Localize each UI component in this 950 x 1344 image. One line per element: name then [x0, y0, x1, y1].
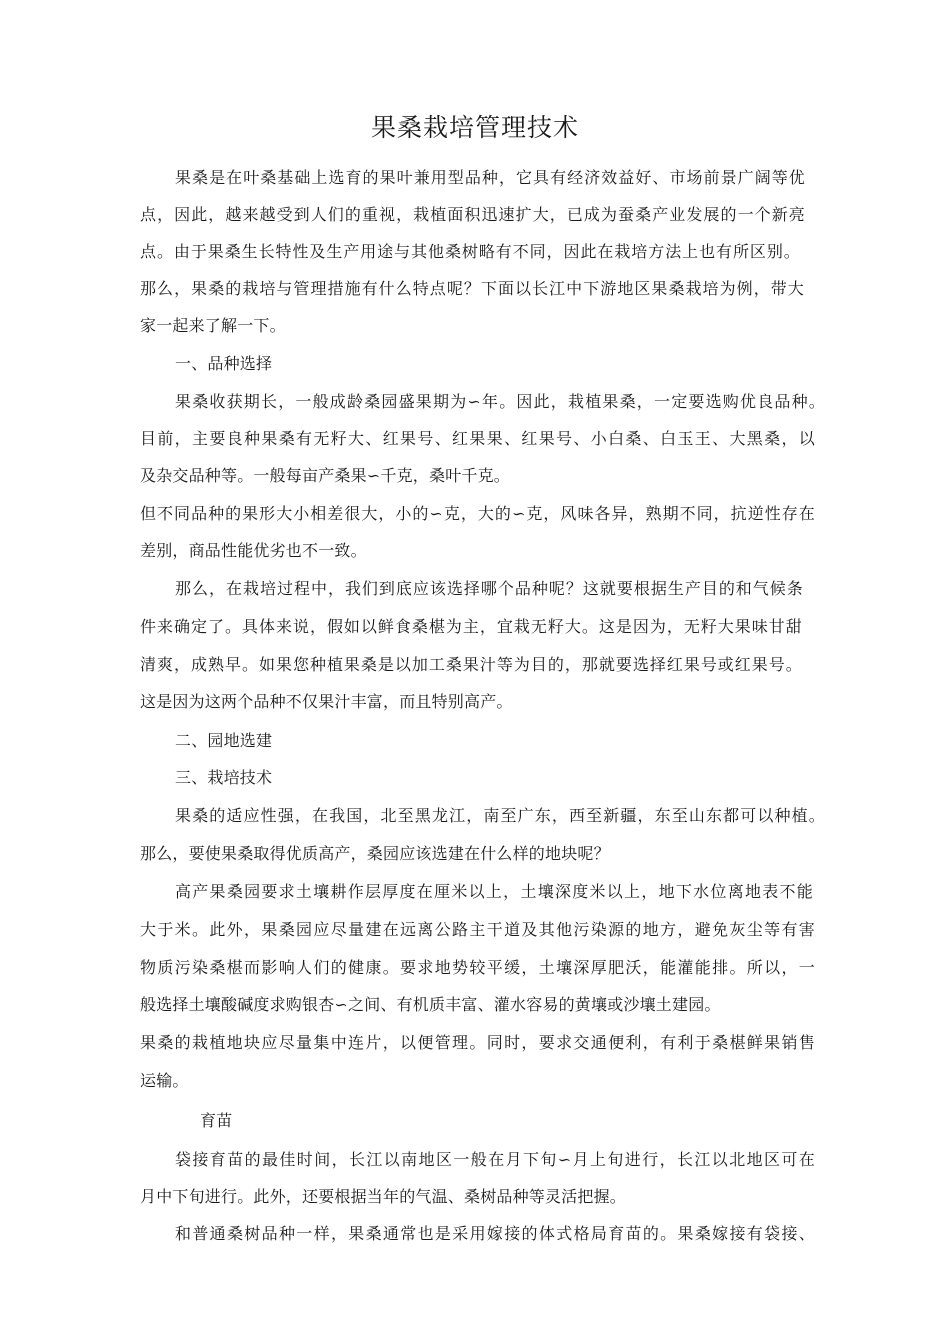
paragraph-line: 袋接育苗的最佳时间，长江以南地区一般在月下旬∽月上旬进行，长江以北地区可在: [175, 1150, 815, 1169]
paragraph-line: 那么，果桑的栽培与管理措施有什么特点呢？下面以长江中下游地区果桑栽培为例，带大: [140, 279, 804, 298]
paragraph-line: 果桑是在叶桑基础上选育的果叶兼用型品种，它具有经济效益好、市场前景广阔等优: [175, 168, 805, 187]
paragraph-line: 高产果桑园要求土壤耕作层厚度在厘米以上，土壤深度米以上，地下水位离地表不能: [175, 882, 813, 901]
paragraph-line: 件来确定了。具体来说，假如以鲜食桑椹为主，宜栽无籽大。这是因为，无籽大果味甘甜: [140, 617, 802, 636]
paragraph-line: 大于米。此外，果桑园应尽量建在远离公路主干道及其他污染源的地方，避免灰尘等有害: [140, 920, 815, 939]
paragraph-line: 果桑的栽植地块应尽量集中连片，以便管理。同时，要求交通便利，有利于桑椹鲜果销售: [140, 1033, 815, 1052]
section-heading: 一、品种选择: [175, 354, 273, 373]
paragraph-line: 这是因为这两个品种不仅果汁丰富，而且特别高产。: [140, 692, 513, 711]
paragraph-line: 清爽，成熟早。如果您种植果桑是以加工桑果汁等为目的，那就要选择红果号或红果号。: [140, 655, 802, 674]
paragraph-line: 但不同品种的果形大小相差很大，小的∽克，大的∽克，风味各异，熟期不同，抗逆性存在: [140, 504, 815, 523]
paragraph-line: 目前，主要良种果桑有无籽大、红果号、红果果、红果号、小白桑、白玉王、大黑桑，以: [140, 429, 815, 448]
paragraph-line: 般选择土壤酸碱度求购银杏∽之间、有机质丰富、灌水容易的黄壤或沙壤土建园。: [140, 995, 721, 1014]
paragraph-line: 那么，要使果桑取得优质高产，桑园应该选建在什么样的地块呢？: [140, 844, 610, 863]
paragraph-line: 果桑收获期长，一般成龄桑园盛果期为∽年。因此，栽植果桑，一定要选购优良品种。: [175, 392, 825, 411]
section-heading: 三、栽培技术: [175, 768, 273, 787]
paragraph-line: 果桑的适应性强，在我国，北至黑龙江，南至广东，西至新疆，东至山东都可以种植。: [175, 806, 825, 825]
paragraph-line: 月中下旬进行。此外，还要根据当年的气温、桑树品种等灵活把握。: [140, 1187, 627, 1206]
paragraph-line: 运输。: [140, 1071, 189, 1090]
paragraph-line: 那么，在栽培过程中，我们到底应该选择哪个品种呢？这就要根据生产目的和气候条: [175, 579, 803, 598]
paragraph-line: 点。由于果桑生长特性及生产用途与其他桑树略有不同，因此在栽培方法上也有所区别。: [140, 242, 800, 261]
document-title: 果桑栽培管理技术: [370, 113, 579, 142]
paragraph-line: 差别，商品性能优劣也不一致。: [140, 541, 367, 560]
paragraph-line: 家一起来了解一下。: [140, 316, 286, 335]
section-heading: 二、园地选建: [175, 731, 273, 750]
section-heading: 育苗: [200, 1111, 233, 1130]
paragraph-line: 和普通桑树品种一样，果桑通常也是采用嫁接的体式格局育苗的。果桑嫁接有袋接、: [175, 1224, 815, 1243]
paragraph-line: 点，因此，越来越受到人们的重视，栽植面积迅速扩大，已成为蚕桑产业发展的一个新亮: [140, 205, 805, 224]
paragraph-line: 及杂交品种等。一般每亩产桑果∽千克，桑叶千克。: [140, 466, 511, 485]
paragraph-line: 物质污染桑椹而影响人们的健康。要求地势较平缓，土壤深厚肥沃，能灌能排。所以，一: [140, 958, 815, 977]
